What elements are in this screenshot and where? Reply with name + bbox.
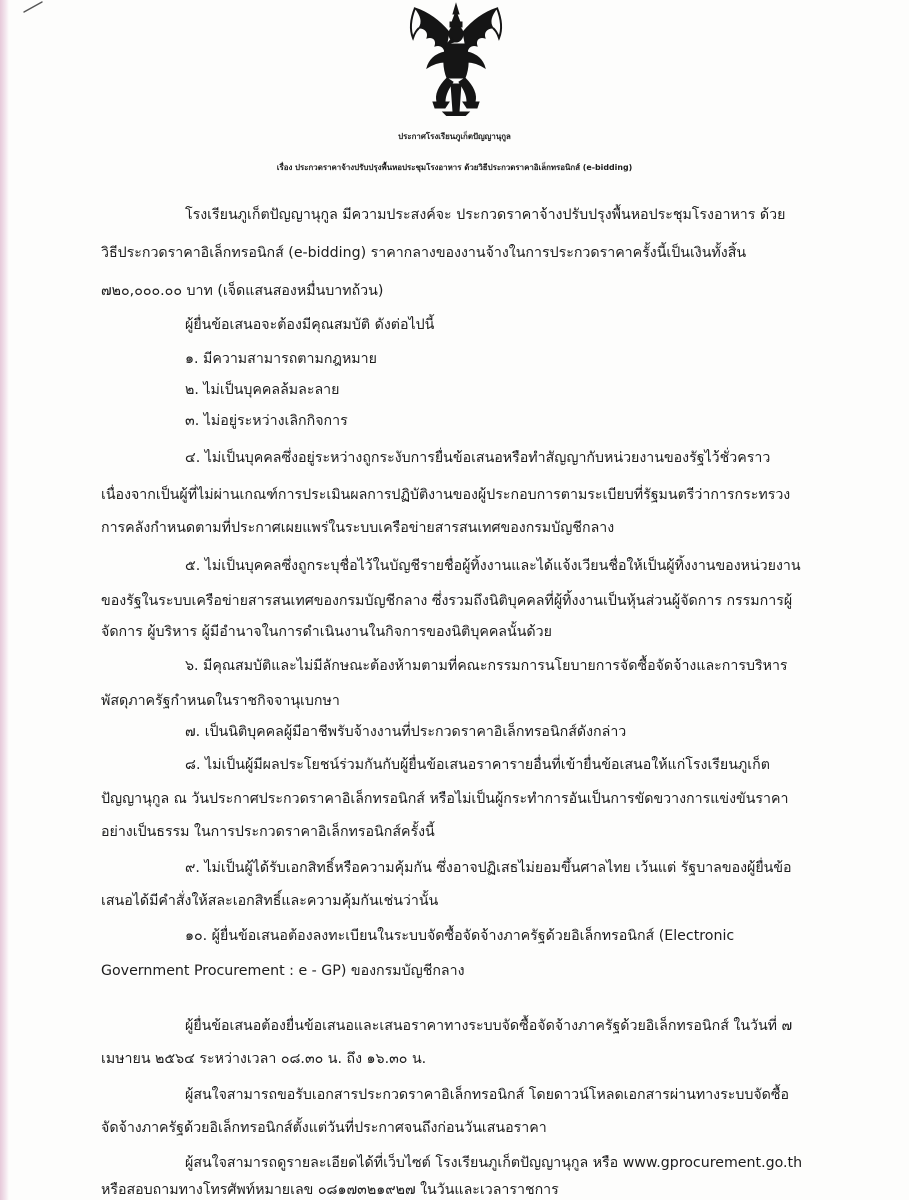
qualification-item: ของรัฐในระบบเครือข่ายสารสนเทศของกรมบัญชีกลาง ซึ่งรวมถึงนิติบุคคลที่ผู้ทิ้งงานเป็นหุ้นส่วนผู้จัดการ กรรมการผู้ (101, 593, 793, 609)
pen-stroke-icon (22, 0, 46, 14)
qualification-item: ๗. เป็นนิติบุคคลผู้มีอาชีพรับจ้างงานที่ประกวดราคาอิเล็กทรอนิกส์ดังกล่าว (185, 724, 627, 740)
qualification-item: อย่างเป็นธรรม ในการประกวดราคาอิเล็กทรอนิกส์ครั้งนี้ (101, 824, 435, 840)
contact-line: หรือสอบถามทางโทรศัพท์หมายเลข ๐๘๑๗๓๒๑๙๒๗ ในวันและเวลาราชการ (101, 1182, 559, 1198)
qualification-item: ๑. มีความสามารถตามกฎหมาย (185, 351, 377, 367)
qualification-item: ๖. มีคุณสมบัติและไม่มีลักษณะต้องห้ามตามที่คณะกรรมการนโยบายการจัดซื้อจัดจ้างและการบริหาร (185, 658, 788, 674)
qualification-item: ปัญญานุกูล ณ วันประกาศประกวดราคาอิเล็กทรอนิกส์ หรือไม่เป็นผู้กระทำการอันเป็นการขัดขวางการแข่งขันราคา (101, 791, 789, 807)
qualification-item: ๙. ไม่เป็นผู้ได้รับเอกสิทธิ์หรือความคุ้มกัน ซึ่งอาจปฏิเสธไม่ยอมขึ้นศาลไทย เว้นแต่ รัฐบาลของผู้ยื่นข้อ (185, 860, 792, 876)
qualification-item: ๑๐. ผู้ยื่นข้อเสนอต้องลงทะเบียนในระบบจัดซื้อจัดจ้างภาครัฐด้วยอิเล็กทรอนิกส์ (Electronic (185, 928, 735, 944)
qualification-item: เสนอได้มีคำสั่งให้สละเอกสิทธิ์และความคุ้มกันเช่นว่านั้น (101, 893, 439, 909)
page-title: ประกาศโรงเรียนภูเก็ตปัญญานุกูล (398, 132, 511, 141)
contact-line: ผู้สนใจสามารถดูรายละเอียดได้ที่เว็บไซต์ โรงเรียนภูเก็ตปัญญานุกูล หรือ www.gprocurement.go.th (185, 1155, 803, 1171)
qualification-item: พัสดุภาครัฐกำหนดในราชกิจจานุเบกษา (101, 693, 340, 709)
qualification-item: จัดการ ผู้บริหาร ผู้มีอำนาจในการดำเนินงานในกิจการของนิติบุคคลนั้นด้วย (101, 624, 552, 640)
qualification-item: ๓. ไม่อยู่ระหว่างเลิกกิจการ (185, 413, 348, 429)
page-subject: เรื่อง ประกวดราคาจ้างปรับปรุงพื้นหอประชุมโรงอาหาร ด้วยวิธีประกวดราคาอิเล็กทรอนิกส์ (e-bidding) (276, 163, 633, 172)
qualification-item: ๒. ไม่เป็นบุคคลล้มละลาย (185, 382, 340, 398)
qualification-item: ๘. ไม่เป็นผู้มีผลประโยชน์ร่วมกันกับผู้ยื่นข้อเสนอราคารายอื่นที่เข้ายื่นข้อเสนอให้แก่โรงเรียนภูเก็ต (185, 757, 770, 773)
intro-line: โรงเรียนภูเก็ตปัญญานุกูล มีความประสงค์จะ ประกวดราคาจ้างปรับปรุงพื้นหอประชุมโรงอาหาร ด้วย (185, 207, 786, 223)
qualification-item: Government Procurement : e - GP) ของกรมบัญชีกลาง (101, 963, 465, 979)
garuda-emblem-icon (405, 2, 507, 116)
qualification-item: การคลังกำหนดตามที่ประกาศเผยแพร่ในระบบเครือข่ายสารสนเทศของกรมบัญชีกลาง (101, 520, 615, 536)
paper-edge (0, 0, 9, 1200)
qualification-heading: ผู้ยื่นข้อเสนอจะต้องมีคุณสมบัติ ดังต่อไปนี้ (185, 317, 435, 333)
qualification-item: ๔. ไม่เป็นบุคคลซึ่งอยู่ระหว่างถูกระงับการยื่นข้อเสนอหรือทำสัญญากับหน่วยงานของรัฐไว้ชั่วคราว (185, 450, 771, 466)
documents-line: จัดจ้างภาครัฐด้วยอิเล็กทรอนิกส์ตั้งแต่วันที่ประกาศจนถึงก่อนวันเสนอราคา (101, 1120, 547, 1136)
intro-line: ๗๒๐,๐๐๐.๐๐ บาท (เจ็ดแสนสองหมื่นบาทถ้วน) (101, 283, 384, 299)
submission-line: ผู้ยื่นข้อเสนอต้องยื่นข้อเสนอและเสนอราคาทางระบบจัดซื้อจัดจ้างภาครัฐด้วยอิเล็กทรอนิกส์ ในวันที่ ๗ (185, 1018, 793, 1034)
qualification-item: เนื่องจากเป็นผู้ที่ไม่ผ่านเกณฑ์การประเมินผลการปฏิบัติงานของผู้ประกอบการตามระเบียบที่รัฐมนตรีว่าการกระทรวง (101, 487, 791, 503)
intro-line: วิธีประกวดราคาอิเล็กทรอนิกส์ (e-bidding) ราคากลางของงานจ้างในการประกวดราคาครั้งนี้เป็นเงินทั้งสิ้น (101, 245, 747, 261)
qualification-item: ๕. ไม่เป็นบุคคลซึ่งถูกระบุชื่อไว้ในบัญชีรายชื่อผู้ทิ้งงานและได้แจ้งเวียนชื่อให้เป็นผู้ทิ้งงานของหน่วยงาน (185, 558, 801, 574)
documents-line: ผู้สนใจสามารถขอรับเอกสารประกวดราคาอิเล็กทรอนิกส์ โดยดาวน์โหลดเอกสารผ่านทางระบบจัดซื้อ (185, 1087, 790, 1103)
submission-line: เมษายน ๒๕๖๔ ระหว่างเวลา ๐๘.๓๐ น. ถึง ๑๖.๓๐ น. (101, 1051, 427, 1067)
